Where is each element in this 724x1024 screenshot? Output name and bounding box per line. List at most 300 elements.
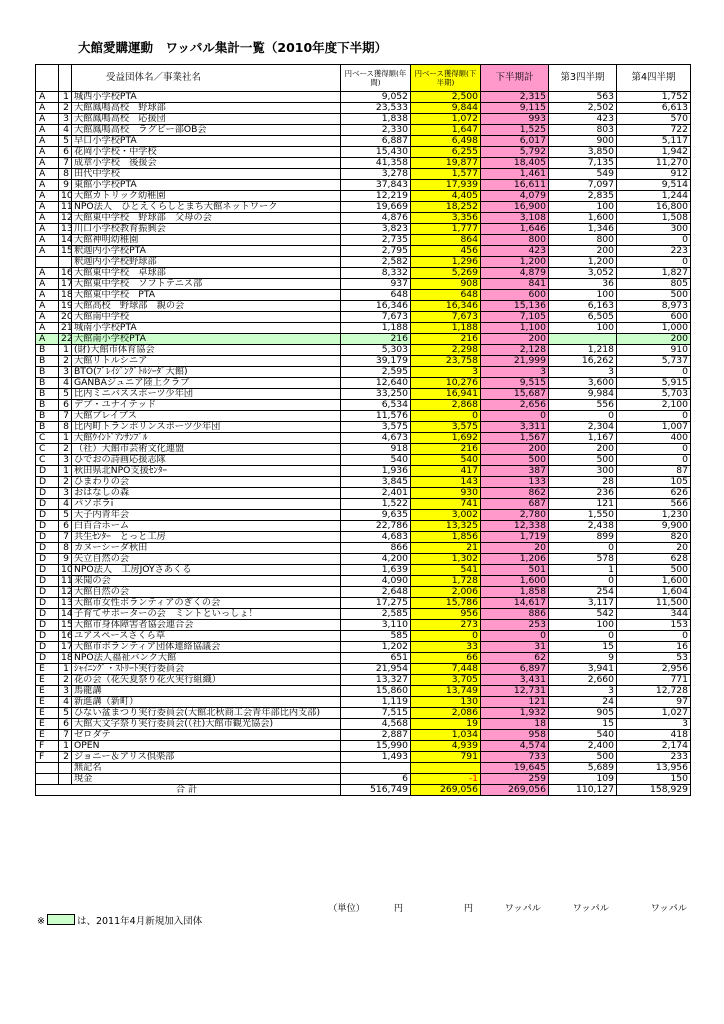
cell-yen-year: 4,200	[341, 554, 411, 565]
cell-half-total: 501	[481, 565, 549, 576]
cell-q3: 109	[549, 774, 617, 785]
cell-half-total: 800	[481, 235, 549, 246]
cell-q4: 344	[617, 609, 691, 620]
cell-q3: 0	[549, 543, 617, 554]
cell-half-total: 958	[481, 730, 549, 741]
table-row	[36, 664, 691, 675]
cell-q4: 1,007	[617, 422, 691, 433]
cell-q4: 0	[617, 455, 691, 466]
cell-number: 19	[59, 301, 72, 312]
cell-category: D	[36, 620, 59, 631]
cell-yen-half: 2,086	[411, 708, 481, 719]
cell-category	[36, 774, 59, 785]
header-number	[59, 65, 72, 92]
aggregate-table	[35, 64, 691, 796]
cell-yen-year: 4,568	[341, 719, 411, 730]
cell-q3: 9	[549, 653, 617, 664]
cell-number: 20	[59, 312, 72, 323]
header-category	[36, 65, 59, 92]
cell-q3: 3,052	[549, 268, 617, 279]
cell-name: 馬龍講	[72, 686, 341, 697]
cell-yen-half: 930	[411, 488, 481, 499]
cell-q4: 1,600	[617, 576, 691, 587]
cell-name: 大館鳳鳴高校 ラグビー部OB会	[72, 125, 341, 136]
cell-number: 2	[59, 675, 72, 686]
cell-name: ジョニー＆アリス倶楽部	[72, 752, 341, 763]
cell-yen-year: 4,683	[341, 532, 411, 543]
cell-category: D	[36, 521, 59, 532]
cell-number: 2	[59, 752, 72, 763]
cell-number: 4	[59, 125, 72, 136]
cell-category: E	[36, 708, 59, 719]
table-row	[36, 708, 691, 719]
cell-yen-half: 273	[411, 620, 481, 631]
cell-number: 3	[59, 455, 72, 466]
cell-q3: 100	[549, 202, 617, 213]
cell-yen-half: 10,276	[411, 378, 481, 389]
unit-half-total: ワッパル	[504, 903, 541, 914]
cell-yen-half: 1,302	[411, 554, 481, 565]
cell-category: A	[36, 147, 59, 158]
cell-q4: 0	[617, 257, 691, 268]
cell-name: 大館市女性ボランティアのぎくの会	[72, 598, 341, 609]
cell-yen-year: 15,860	[341, 686, 411, 697]
cell-category: B	[36, 400, 59, 411]
table-row	[36, 433, 691, 444]
cell-category: A	[36, 158, 59, 169]
cell-number: 22	[59, 334, 72, 345]
cell-yen-half: 1,577	[411, 169, 481, 180]
table-row	[36, 345, 691, 356]
cell-yen-half: 16,346	[411, 301, 481, 312]
cell-number: 17	[59, 279, 72, 290]
cell-q3: 15	[549, 642, 617, 653]
cell-number: 10	[59, 191, 72, 202]
table-row	[36, 378, 691, 389]
cell-q3: 300	[549, 466, 617, 477]
cell-yen-half: 7,673	[411, 312, 481, 323]
cell-q3: 0	[549, 411, 617, 422]
cell-number: 10	[59, 565, 72, 576]
cell-yen-year: 6,887	[341, 136, 411, 147]
cell-category: A	[36, 301, 59, 312]
cell-yen-half: 23,758	[411, 356, 481, 367]
cell-q3: 905	[549, 708, 617, 719]
cell-name: 大館東中学校 野球部 父母の会	[72, 213, 341, 224]
cell-yen-half: 6,255	[411, 147, 481, 158]
cell-category: B	[36, 367, 59, 378]
cell-q4: 16	[617, 642, 691, 653]
cell-name: 無記名	[72, 763, 341, 774]
cell-q3: 3,117	[549, 598, 617, 609]
cell-half-total: 1,567	[481, 433, 549, 444]
cell-category: B	[36, 411, 59, 422]
cell-q3: 7,097	[549, 180, 617, 191]
cell-number: 5	[59, 708, 72, 719]
cell-name: 共生ｾﾝﾀｰ とっと工房	[72, 532, 341, 543]
cell-q3: 900	[549, 136, 617, 147]
cell-q3: 236	[549, 488, 617, 499]
cell-yen-half: 16,941	[411, 389, 481, 400]
cell-q4: 233	[617, 752, 691, 763]
cell-yen-year: 15,990	[341, 741, 411, 752]
cell-q3: 899	[549, 532, 617, 543]
cell-yen-year: 866	[341, 543, 411, 554]
cell-q3: 2,502	[549, 103, 617, 114]
cell-q4: 3	[617, 719, 691, 730]
cell-yen-year: 12,640	[341, 378, 411, 389]
cell-yen-half: -1	[411, 774, 481, 785]
cell-yen-half: 541	[411, 565, 481, 576]
cell-yen-half: 2,006	[411, 587, 481, 598]
cell-yen-year: 2,330	[341, 125, 411, 136]
cell-number: 7	[59, 411, 72, 422]
cell-yen-year: 651	[341, 653, 411, 664]
table-row	[36, 675, 691, 686]
cell-category: E	[36, 664, 59, 675]
page-title: 大館愛購運動 ワッパル集計一覧（2010年度下半期）	[78, 40, 388, 55]
cell-q3: 1,550	[549, 510, 617, 521]
cell-q4: 20	[617, 543, 691, 554]
table-row	[36, 235, 691, 246]
cell-half-total: 6,017	[481, 136, 549, 147]
cell-yen-year: 1,838	[341, 114, 411, 125]
cell-yen-year: 15,430	[341, 147, 411, 158]
cell-number: 14	[59, 235, 72, 246]
cell-number: 16	[59, 631, 72, 642]
table-row	[36, 730, 691, 741]
cell-half-total: 0	[481, 411, 549, 422]
unit-q3: ワッパル	[572, 903, 609, 914]
cell-name: 大館リトルシニア	[72, 356, 341, 367]
cell-half-total: 19,645	[481, 763, 549, 774]
cell-category: E	[36, 675, 59, 686]
cell-category: D	[36, 466, 59, 477]
cell-yen-year: 3,110	[341, 620, 411, 631]
cell-q4: 5,737	[617, 356, 691, 367]
cell-yen-half: 1,647	[411, 125, 481, 136]
cell-category: A	[36, 235, 59, 246]
cell-half-total: 4,574	[481, 741, 549, 752]
cell-yen-half: 2,868	[411, 400, 481, 411]
cell-q3: 500	[549, 455, 617, 466]
cell-q4: 600	[617, 312, 691, 323]
cell-number: 11	[59, 576, 72, 587]
cell-half-total: 9,515	[481, 378, 549, 389]
footnote-text: は、2011年4月新規加入団体	[76, 916, 203, 927]
cell-name: OPEN	[72, 741, 341, 752]
cell-q3: 803	[549, 125, 617, 136]
cell-yen-half: 4,405	[411, 191, 481, 202]
cell-q4: 97	[617, 697, 691, 708]
cell-number: 8	[59, 543, 72, 554]
cell-q3: 423	[549, 114, 617, 125]
cell-q3: 563	[549, 92, 617, 103]
cell-yen-half: 3,575	[411, 422, 481, 433]
cell-name: 花岡小学校・中学校	[72, 147, 341, 158]
cell-q4: 820	[617, 532, 691, 543]
cell-q3: 24	[549, 697, 617, 708]
cell-category: F	[36, 752, 59, 763]
cell-category: D	[36, 477, 59, 488]
table-row	[36, 774, 691, 785]
cell-q3: 28	[549, 477, 617, 488]
cell-half-total: 21,999	[481, 356, 549, 367]
cell-category: A	[36, 323, 59, 334]
cell-category: A	[36, 180, 59, 191]
cell-q3: 1	[549, 565, 617, 576]
table-row	[36, 191, 691, 202]
cell-half-total: 841	[481, 279, 549, 290]
cell-yen-year: 2,648	[341, 587, 411, 598]
new-member-swatch	[47, 914, 75, 925]
cell-name: 大館市ボランティア団体連絡協議会	[72, 642, 341, 653]
table-row	[36, 268, 691, 279]
cell-yen-half: 4,939	[411, 741, 481, 752]
cell-name: 大子内青年会	[72, 510, 341, 521]
cell-yen-half: 33	[411, 642, 481, 653]
cell-q4: 16,800	[617, 202, 691, 213]
cell-category: B	[36, 345, 59, 356]
table-row	[36, 697, 691, 708]
cell-name: 大館ｳｲﾝﾄﾞｱﾝｻﾝﾌﾞﾙ	[72, 433, 341, 444]
cell-number: 1	[59, 741, 72, 752]
cell-half-total: 1,646	[481, 224, 549, 235]
cell-q3: 1,218	[549, 345, 617, 356]
cell-name: 城南小学校PTA	[72, 323, 341, 334]
header-yen-year: 円ベース獲得額(年間)	[341, 65, 411, 92]
cell-yen-half: 864	[411, 235, 481, 246]
cell-yen-year: 3,845	[341, 477, 411, 488]
table-row	[36, 202, 691, 213]
table-row	[36, 290, 691, 301]
cell-yen-half: 7,448	[411, 664, 481, 675]
total-label: 合計	[36, 785, 341, 796]
cell-category: D	[36, 543, 59, 554]
cell-name: カヌーシーダ秋田	[72, 543, 341, 554]
cell-yen-half: 18,252	[411, 202, 481, 213]
cell-q4: 8,973	[617, 301, 691, 312]
cell-q3: 0	[549, 631, 617, 642]
cell-yen-year: 16,346	[341, 301, 411, 312]
cell-q3: 3,600	[549, 378, 617, 389]
cell-number: 2	[59, 477, 72, 488]
cell-yen-half: 19	[411, 719, 481, 730]
cell-q4: 2,956	[617, 664, 691, 675]
cell-half-total: 3,311	[481, 422, 549, 433]
cell-number: 4	[59, 697, 72, 708]
cell-number: 13	[59, 598, 72, 609]
cell-half-total: 862	[481, 488, 549, 499]
cell-q3	[549, 334, 617, 345]
cell-q4: 5,915	[617, 378, 691, 389]
cell-yen-half: 3	[411, 367, 481, 378]
cell-yen-half: 2,500	[411, 92, 481, 103]
cell-q3: 3,850	[549, 147, 617, 158]
cell-q4: 400	[617, 433, 691, 444]
cell-name: 来聞の会	[72, 576, 341, 587]
cell-number: 5	[59, 136, 72, 147]
cell-q3: 121	[549, 499, 617, 510]
cell-yen-half	[411, 763, 481, 774]
cell-name: 比内町トランポリンスポーツ少年団	[72, 422, 341, 433]
cell-q4: 2,174	[617, 741, 691, 752]
cell-yen-half: 3,002	[411, 510, 481, 521]
cell-number: 9	[59, 554, 72, 565]
cell-number: 4	[59, 499, 72, 510]
cell-name: 釈迦内小学校PTA	[72, 246, 341, 257]
table-row	[36, 554, 691, 565]
cell-name: ひでおの詩画応援志隊	[72, 455, 341, 466]
cell-number: 11	[59, 202, 72, 213]
cell-half-total: 16,611	[481, 180, 549, 191]
cell-half-total: 31	[481, 642, 549, 653]
cell-number: 4	[59, 378, 72, 389]
cell-number: 12	[59, 213, 72, 224]
cell-yen-year: 1,188	[341, 323, 411, 334]
cell-yen-year: 3,823	[341, 224, 411, 235]
cell-yen-year: 585	[341, 631, 411, 642]
cell-half-total: 733	[481, 752, 549, 763]
cell-category: E	[36, 719, 59, 730]
cell-yen-half: 13,749	[411, 686, 481, 697]
cell-q3: 542	[549, 609, 617, 620]
cell-half-total: 253	[481, 620, 549, 631]
cell-category: D	[36, 631, 59, 642]
cell-number: 12	[59, 587, 72, 598]
cell-q3: 3	[549, 686, 617, 697]
cell-category: E	[36, 686, 59, 697]
table-row	[36, 400, 691, 411]
cell-yen-year: 2,887	[341, 730, 411, 741]
total-q3: 110,127	[549, 785, 617, 796]
header-yen-half: 円ベース獲得額(下半期)	[411, 65, 481, 92]
cell-q4: 5,703	[617, 389, 691, 400]
cell-yen-half: 17,939	[411, 180, 481, 191]
cell-yen-year	[341, 763, 411, 774]
units-label: （単位）	[328, 903, 365, 914]
table-row	[36, 719, 691, 730]
table-row	[36, 411, 691, 422]
table-row	[36, 422, 691, 433]
cell-yen-year: 216	[341, 334, 411, 345]
cell-name: 大館鳳鳴高校 野球部	[72, 103, 341, 114]
cell-category: E	[36, 730, 59, 741]
cell-half-total: 16,900	[481, 202, 549, 213]
cell-q4: 418	[617, 730, 691, 741]
cell-yen-half: 13,325	[411, 521, 481, 532]
cell-category: E	[36, 697, 59, 708]
cell-category: D	[36, 499, 59, 510]
cell-half-total: 2,780	[481, 510, 549, 521]
cell-half-total: 1,461	[481, 169, 549, 180]
cell-q3: 2,304	[549, 422, 617, 433]
cell-name: NPO法人 ひとえくらしとまち大館ネットワーク	[72, 202, 341, 213]
cell-yen-year: 12,219	[341, 191, 411, 202]
cell-category: A	[36, 334, 59, 345]
table-row	[36, 224, 691, 235]
cell-half-total: 2,656	[481, 400, 549, 411]
cell-q3: 2,438	[549, 521, 617, 532]
cell-half-total: 5,792	[481, 147, 549, 158]
cell-q4: 1,244	[617, 191, 691, 202]
cell-yen-year: 8,332	[341, 268, 411, 279]
cell-q4: 500	[617, 565, 691, 576]
cell-yen-half: 216	[411, 444, 481, 455]
cell-number: 7	[59, 730, 72, 741]
cell-number: 17	[59, 642, 72, 653]
cell-category: B	[36, 378, 59, 389]
table-row	[36, 92, 691, 103]
cell-number	[59, 774, 72, 785]
cell-q4: 0	[617, 631, 691, 642]
table-row	[36, 180, 691, 191]
cell-name: おはなしの森	[72, 488, 341, 499]
cell-category: A	[36, 136, 59, 147]
cell-q4: 13,956	[617, 763, 691, 774]
cell-yen-year: 22,786	[341, 521, 411, 532]
cell-q4: 2,100	[617, 400, 691, 411]
cell-category: D	[36, 510, 59, 521]
cell-q4: 11,270	[617, 158, 691, 169]
table-row	[36, 752, 691, 763]
cell-name: 大館ブレイブス	[72, 411, 341, 422]
cell-category	[36, 763, 59, 774]
cell-yen-year: 11,576	[341, 411, 411, 422]
cell-yen-half: 216	[411, 334, 481, 345]
cell-yen-half: 741	[411, 499, 481, 510]
cell-number: 9	[59, 180, 72, 191]
cell-category: C	[36, 455, 59, 466]
cell-yen-year: 6,534	[341, 400, 411, 411]
cell-name: 大館東中学校 PTA	[72, 290, 341, 301]
cell-number: 1	[59, 345, 72, 356]
cell-q4: 5,117	[617, 136, 691, 147]
cell-q3: 200	[549, 246, 617, 257]
cell-yen-half: 1,777	[411, 224, 481, 235]
cell-category: D	[36, 554, 59, 565]
cell-name: 現金	[72, 774, 341, 785]
cell-half-total: 12,338	[481, 521, 549, 532]
table-row	[36, 455, 691, 466]
cell-half-total: 1,719	[481, 532, 549, 543]
cell-name: 大館カトリック幼稚園	[72, 191, 341, 202]
cell-half-total: 12,731	[481, 686, 549, 697]
cell-name: GANBAジュニア陸上クラブ	[72, 378, 341, 389]
cell-number: 1	[59, 466, 72, 477]
cell-half-total: 1,600	[481, 576, 549, 587]
cell-q4: 105	[617, 477, 691, 488]
unit-q4: ワッパル	[650, 903, 687, 914]
cell-half-total: 4,879	[481, 268, 549, 279]
cell-category: D	[36, 642, 59, 653]
cell-q4: 1,027	[617, 708, 691, 719]
cell-yen-year: 3,278	[341, 169, 411, 180]
cell-category: A	[36, 103, 59, 114]
cell-name: ひない盆まつり実行委員会(大館北秋商工会青年部比内支部)	[72, 708, 341, 719]
cell-category: A	[36, 246, 59, 257]
cell-half-total: 4,079	[481, 191, 549, 202]
cell-yen-year: 2,401	[341, 488, 411, 499]
cell-yen-year: 4,876	[341, 213, 411, 224]
cell-yen-year: 21,954	[341, 664, 411, 675]
cell-number: 1	[59, 433, 72, 444]
cell-q3: 6,163	[549, 301, 617, 312]
cell-number: 5	[59, 389, 72, 400]
cell-name: (財)大館市体育協会	[72, 345, 341, 356]
cell-category: D	[36, 653, 59, 664]
cell-name: 成章小学校 後援会	[72, 158, 341, 169]
